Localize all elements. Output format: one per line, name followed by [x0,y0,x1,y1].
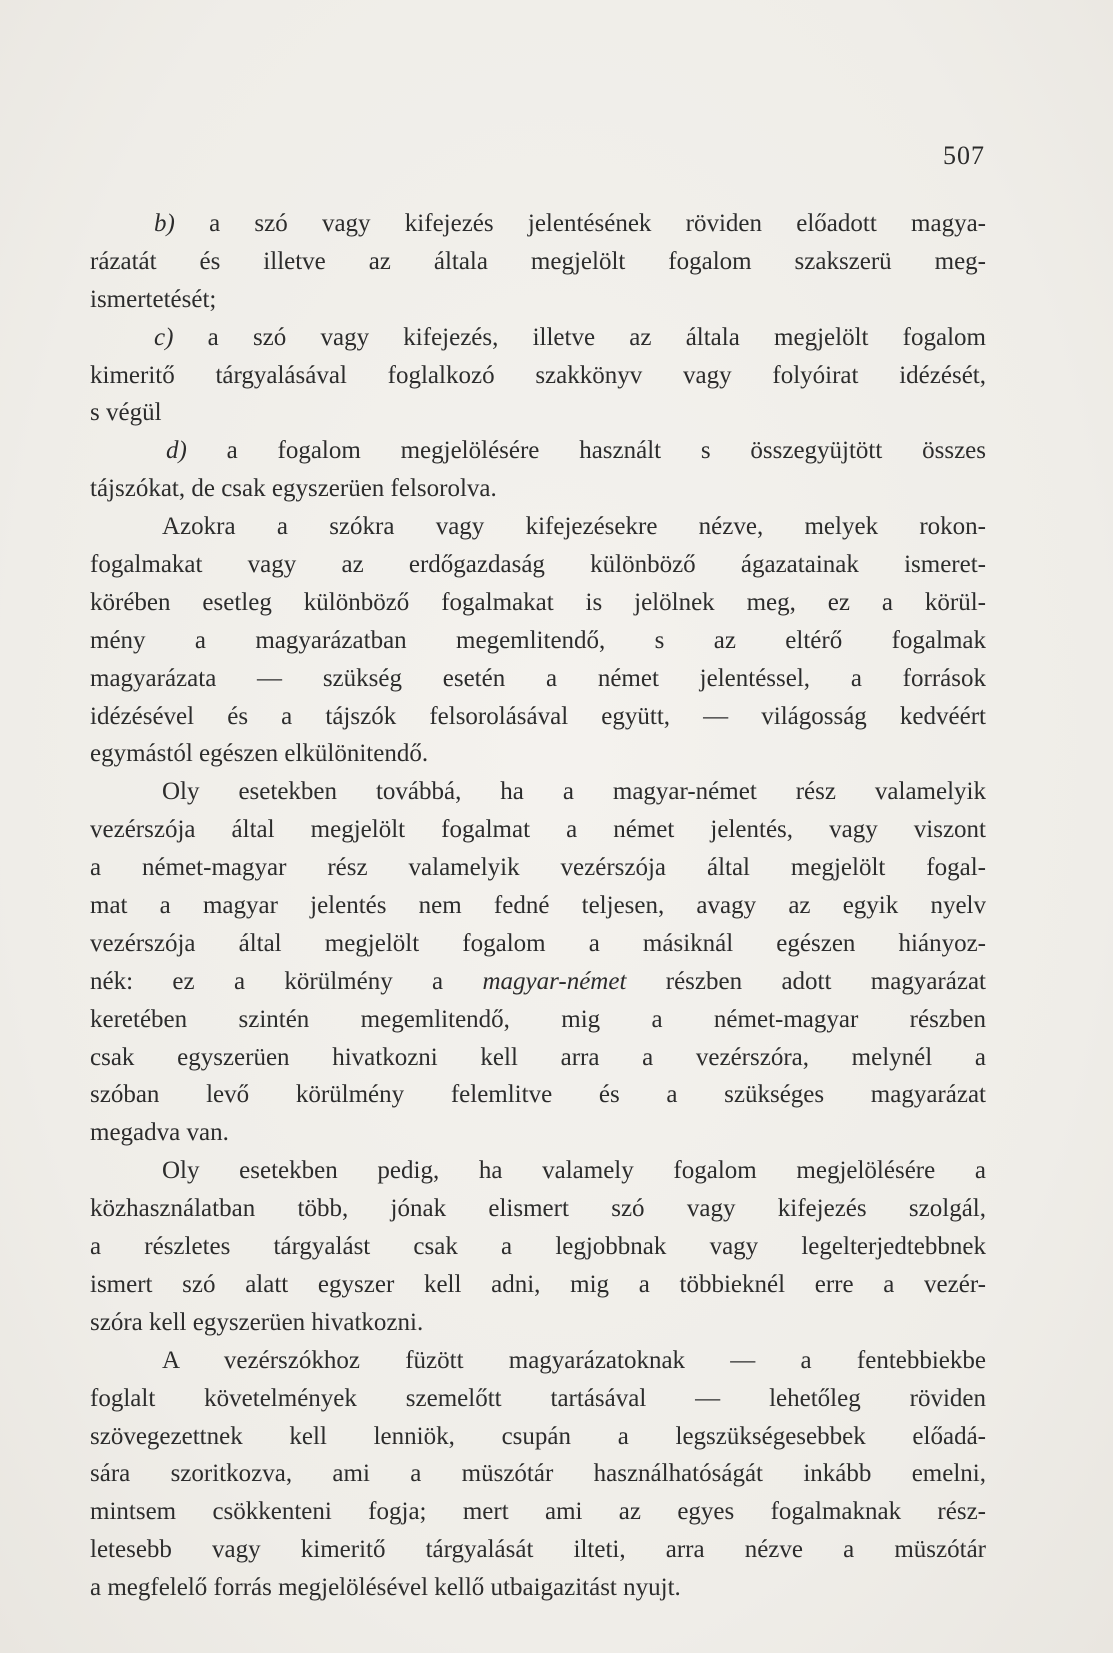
text-line: tájszókat, de csak egyszerüen felsorolva. [90,475,497,503]
text-line: egymástól egészen elkülönitendő. [90,740,429,768]
text-line: közhasználatban több, jónak elismert szó vagy kifejezés szolgál, [90,1195,986,1223]
text-line: rázatát és illetve az általa megjelölt fogalom szakszerü meg- [90,247,986,275]
text-line: megadva van. [90,1119,229,1147]
text-line: s végül [90,399,162,427]
text-line: magyarázata — szükség esetén a német jelentéssel, a források [90,664,986,692]
text-line: foglalt követelmények szemelőtt tartásával — lehetőleg röviden [90,1384,986,1412]
text-line: a megfelelő forrás megjelölésével kellő utbaigazitást nyujt. [90,1574,681,1602]
text-line: csak egyszerüen hivatkozni kell arra a vezérszóra, melynél a [90,1043,986,1071]
text-line: mintsem csökkenteni fogja; mert ami az egyes fogalmaknak rész- [90,1498,986,1526]
page-number: 507 [943,141,985,170]
text-line [90,205,986,243]
italic-term: magyar-német [482,967,627,995]
text-line: A vezérszókhoz füzött magyarázatoknak — a fentebbiekbe [162,1346,986,1374]
text-line: a német-magyar rész valamelyik vezérszója által megjelölt fogal- [90,854,986,882]
line-text: a szó vagy kifejezés jelentésének röviden előadott magya- [174,210,986,237]
text-line: letesebb vagy kimeritő tárgyalását ilteti, arra nézve a müszótár [90,1536,986,1564]
text-line: a részletes tárgyalást csak a legjobbnak vagy legelterjedtebbnek [90,1233,986,1261]
text-line: ismertetését; [90,285,217,313]
text-line: sára szoritkozva, ami a müszótár használhatóságát inkább emelni, [90,1460,986,1488]
text-line: mény a magyarázatban megemlitendő, s az eltérő fogalmak [90,626,986,654]
text-line: Azokra a szókra vagy kifejezésekre nézve, melyek rokon- [162,513,986,541]
text-line: keretében szintén megemlitendő, mig a német-magyar részben [90,1005,986,1033]
line-text: a fogalom megjelölésére használt s összegyüjtött összes [186,437,986,465]
text-line: szóra kell egyszerüen hivatkozni. [90,1308,424,1336]
body-text [90,205,986,1607]
list-item-label: c) [154,323,174,351]
text-line: kimeritő tárgyalásával foglalkozó szakkönyv vagy folyóirat idézését, [90,361,986,389]
text-line: idézésével és a tájszók felsorolásával együtt, — világosság kedvéért [90,702,986,730]
text-line: Oly esetekben pedig, ha valamely fogalom megjelölésére a [162,1157,986,1185]
text-line [90,963,986,1001]
list-item-label: b) [154,210,175,237]
line-text: nék: ez a körülmény a [90,967,483,995]
text-line: ismert szó alatt egyszer kell adni, mig a többieknél erre a vezér- [90,1270,986,1298]
text-line: fogalmakat vagy az erdőgazdaság különböző ágazatainak ismeret- [90,551,986,579]
text-line: Oly esetekben továbbá, ha a magyar-német rész valamelyik [162,778,986,806]
line-text: részben adott magyarázat [626,967,986,995]
text-line: vezérszója által megjelölt fogalom a másiknál egészen hiányoz- [90,929,986,957]
text-line: szövegezettnek kell lenniök, csupán a legszükségesebbek előadá- [90,1422,986,1450]
list-item-label: d) [166,437,187,465]
text-line: mat a magyar jelentés nem fedné teljesen, avagy az egyik nyelv [90,892,986,920]
text-line: szóban levő körülmény felemlitve és a szükséges magyarázat [90,1081,986,1109]
text-line: vezérszója által megjelölt fogalmat a német jelentés, vagy viszont [90,816,986,844]
text-line: körében esetleg különböző fogalmakat is jelölnek meg, ez a körül- [90,588,986,616]
text-line [90,432,986,470]
text-line [90,319,986,357]
line-text: a szó vagy kifejezés, illetve az általa megjelölt fogalom [173,323,986,351]
